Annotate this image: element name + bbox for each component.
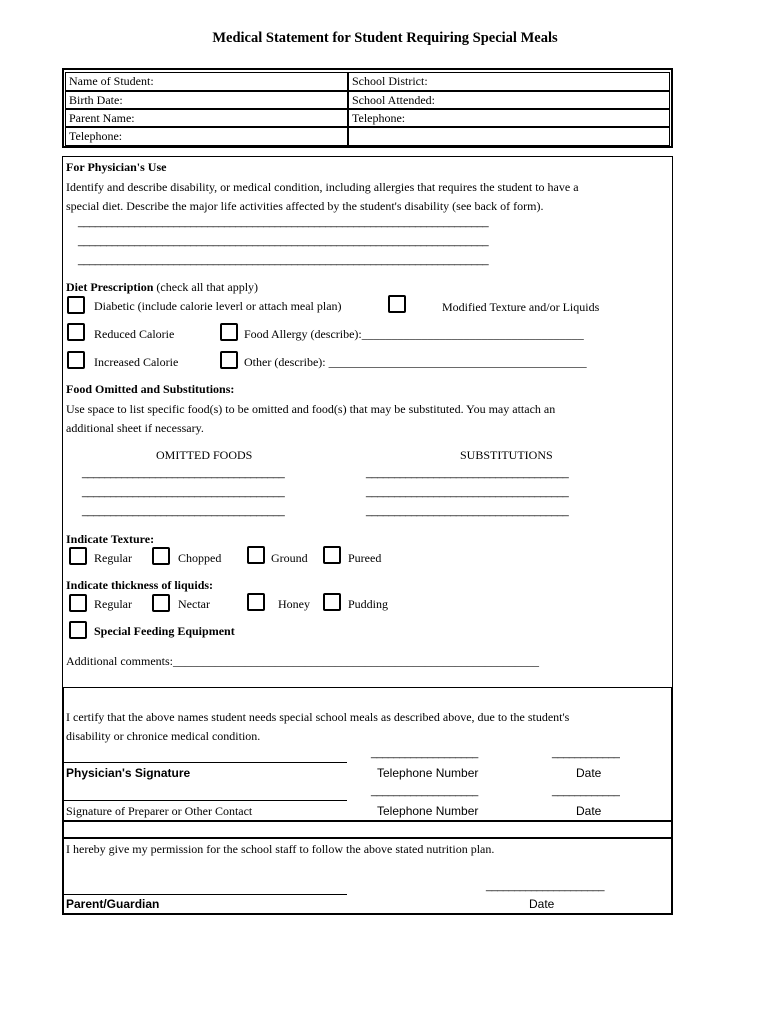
reduced-calorie-label: Reduced Calorie [94, 327, 175, 341]
diet-heading-label: Diet Prescription [66, 280, 154, 294]
empty-cell [348, 127, 670, 146]
omitted-foods-header: OMITTED FOODS [156, 448, 253, 462]
texture-ground-label: Ground [271, 551, 308, 565]
parent-date-line[interactable]: _____________________ [486, 880, 604, 892]
description-line-1[interactable]: _________________________________________________________________________ [78, 216, 489, 228]
certify-text-2: disability or chronice medical condition. [66, 729, 261, 743]
preparer-date-label: Date [576, 804, 602, 818]
description-line-2[interactable]: _________________________________________________________________________ [78, 235, 489, 247]
liquids-heading: Indicate thickness of liquids: [66, 578, 214, 592]
physician-signature-line[interactable] [64, 762, 347, 763]
omitted-food-line-2[interactable]: ____________________________________ [82, 486, 285, 498]
substitution-line-3[interactable]: ____________________________________ [366, 505, 569, 517]
physician-heading: For Physician's Use [66, 160, 167, 174]
texture-pureed-label: Pureed [348, 551, 382, 565]
school-district-field[interactable]: School District: [348, 72, 670, 91]
physician-date-label: Date [576, 766, 602, 780]
preparer-signature-line[interactable] [64, 800, 347, 801]
parent-name-field[interactable]: Parent Name: [65, 109, 348, 127]
diabetic-label: Diabetic (include calorie leverl or attach meal plan) [94, 299, 342, 313]
increased-calorie-checkbox[interactable] [67, 351, 85, 369]
physician-telephone-label: Telephone Number [377, 766, 479, 780]
texture-chopped-label: Chopped [178, 551, 222, 565]
other-diet-checkbox[interactable] [220, 351, 238, 369]
liquid-honey-checkbox[interactable] [247, 593, 265, 611]
physician-instructions-2: special diet. Describe the major life activities affected by the student's disability (see back of form). [66, 199, 544, 213]
physician-date-line[interactable]: ____________ [552, 747, 620, 759]
parent-date-label: Date [529, 897, 555, 911]
food-allergy-label[interactable]: Food Allergy (describe):_____________________________________ [244, 327, 584, 341]
texture-pureed-checkbox[interactable] [323, 546, 341, 564]
liquid-honey-label: Honey [278, 597, 310, 611]
liquid-regular-checkbox[interactable] [69, 594, 87, 612]
diet-prescription-heading [66, 280, 258, 295]
diet-heading-note: (check all that apply) [153, 280, 259, 294]
texture-regular-checkbox[interactable] [69, 547, 87, 565]
separator-line-1 [62, 820, 673, 822]
telephone-right-field[interactable]: Telephone: [348, 109, 670, 127]
birth-date-field[interactable]: Birth Date: [65, 91, 348, 109]
modified-texture-checkbox[interactable] [388, 295, 406, 313]
parent-signature-line[interactable] [64, 894, 347, 895]
increased-calorie-label: Increased Calorie [94, 355, 179, 369]
cert-border-bottom [62, 913, 673, 915]
omitted-food-line-3[interactable]: ____________________________________ [82, 505, 285, 517]
food-omitted-instructions-2: additional sheet if necessary. [66, 421, 204, 435]
liquid-nectar-checkbox[interactable] [152, 594, 170, 612]
liquid-pudding-checkbox[interactable] [323, 593, 341, 611]
preparer-signature-label: Signature of Preparer or Other Contact [66, 804, 253, 818]
preparer-date-line[interactable]: ____________ [552, 785, 620, 797]
food-omitted-instructions-1: Use space to list specific food(s) to be omitted and food(s) that may be substituted. You may attach an [66, 402, 556, 416]
liquid-nectar-label: Nectar [178, 597, 210, 611]
special-feeding-label: Special Feeding Equipment [94, 624, 235, 638]
substitutions-header: SUBSTITUTIONS [460, 448, 553, 462]
substitution-line-1[interactable]: ____________________________________ [366, 467, 569, 479]
omitted-food-line-1[interactable]: ____________________________________ [82, 467, 285, 479]
texture-ground-checkbox[interactable] [247, 546, 265, 564]
name-of-student-field[interactable]: Name of Student: [65, 72, 348, 91]
separator-line-2 [62, 837, 673, 839]
physician-instructions-1: Identify and describe disability, or medical condition, including allergies that requires the student to have a [66, 180, 579, 194]
permission-text: I hereby give my permission for the school staff to follow the above stated nutrition plan. [66, 842, 495, 856]
reduced-calorie-checkbox[interactable] [67, 323, 85, 341]
diabetic-checkbox[interactable] [67, 296, 85, 314]
parent-guardian-label: Parent/Guardian [66, 897, 160, 911]
food-allergy-checkbox[interactable] [220, 323, 238, 341]
food-omitted-heading: Food Omitted and Substitutions: [66, 382, 235, 396]
substitution-line-2[interactable]: ____________________________________ [366, 486, 569, 498]
texture-regular-label: Regular [94, 551, 132, 565]
telephone-left-field[interactable]: Telephone: [65, 127, 348, 146]
special-feeding-checkbox[interactable] [69, 621, 87, 639]
cert-border-right [671, 688, 673, 914]
texture-heading: Indicate Texture: [66, 532, 155, 546]
texture-chopped-checkbox[interactable] [152, 547, 170, 565]
liquid-pudding-label: Pudding [348, 597, 389, 611]
other-diet-label[interactable]: Other (describe): ___________________________________________ [244, 355, 587, 369]
student-info-table [62, 68, 673, 148]
liquid-regular-label: Regular [94, 597, 132, 611]
modified-texture-label: Modified Texture and/or Liquids [442, 300, 600, 314]
school-attended-field[interactable]: School Attended: [348, 91, 670, 109]
preparer-telephone-label: Telephone Number [377, 804, 479, 818]
physician-signature-label: Physician's Signature [66, 766, 191, 780]
certify-text-1: I certify that the above names student needs special school meals as described above, due to the student's [66, 710, 570, 724]
description-line-3[interactable]: _________________________________________________________________________ [78, 254, 489, 266]
page-title: Medical Statement for Student Requiring Special Meals [212, 30, 558, 46]
cert-border-left [62, 688, 64, 914]
preparer-phone-line[interactable]: ___________________ [371, 785, 478, 797]
physician-phone-line[interactable]: ___________________ [371, 747, 478, 759]
additional-comments-field[interactable]: Additional comments:_____________________________________________________________ [66, 654, 539, 668]
